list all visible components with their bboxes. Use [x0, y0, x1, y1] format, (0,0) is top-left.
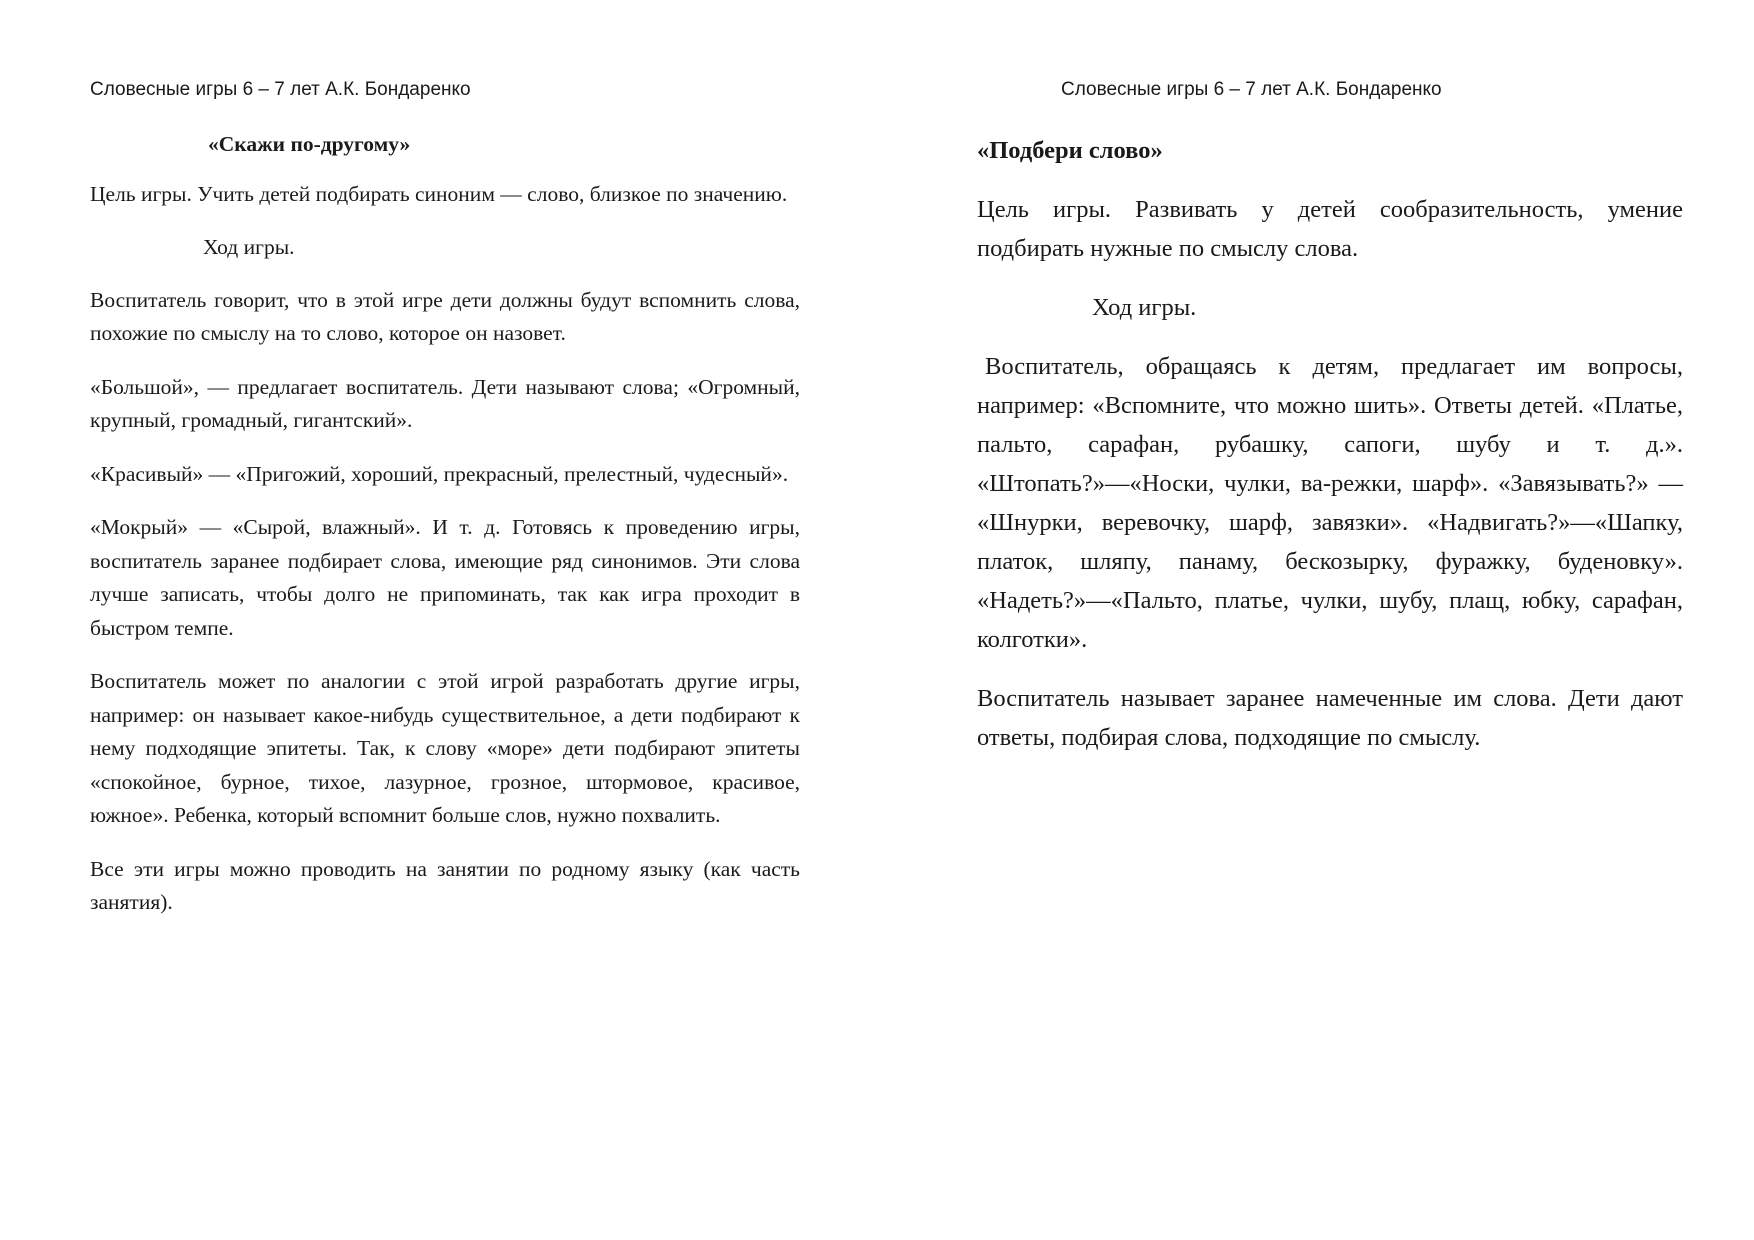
paragraph: «Красивый» — «Пригожий, хороший, прекрасный, прелестный, чудесный». — [90, 461, 789, 486]
running-header: Словесные игры 6 – 7 лет А.К. Бондаренко — [1061, 79, 1442, 100]
paragraph: «Большой», — предлагает воспитатель. Дети называют слова; «Огромный, крупный, громадный, гигантский». — [90, 374, 800, 432]
paragraph: Воспитатель может по аналогии с этой игрой разработать другие игры, например: он называет какое-нибудь существительное, а дети подбирают к нему подходящие эпитеты. Так, к слову «море» дети подбирают эпитеты «спокойное, бурное, тихое, лазурное, грозное, штормовое, красивое, южное». Ребенка, который вспомнит больше слов, нужно похвалить. — [90, 669, 800, 827]
game-title: «Скажи по-другому» — [208, 132, 411, 156]
game-progress-heading: Ход игры. — [203, 235, 295, 259]
paragraph: Все эти игры можно проводить на занятии по родному языку (как часть занятия). — [90, 856, 800, 914]
game-goal: Цель игры. Развивать у детей сообразительность, умение подбирать нужные по смыслу слова. — [977, 196, 1683, 262]
page-content — [977, 131, 1683, 777]
paragraph: Воспитатель говорит, что в этой игре дети должны будут вспомнить слова, похожие по смыслу на то слово, которое он назовет. — [90, 287, 800, 345]
paragraph: Воспитатель называет заранее намеченные им слова. Дети дают ответы, подбирая слова, подходящие по смыслу. — [977, 685, 1683, 751]
page-content — [90, 128, 800, 940]
paragraph: Воспитатель, обращаясь к детям, предлагает им вопросы, например: «Вспомните, что можно шить». Ответы детей. «Платье, пальто, сарафан, рубашку, сапоги, шубу и т. д.». «Штопать?»—«Носки, чулки, ва-режки, шарф». «Завязывать?» — «Шнурки, веревочку, шарф, завязки». «Надвигать?»—«Шапку, платок, шляпу, панаму, бескозырку, фуражку, буденовку». «Надеть?»—«Пальто, платье, чулки, шубу, плащ, юбку, сарафан, колготки». — [977, 353, 1683, 653]
game-goal: Цель игры. Учить детей подбирать синоним — слово, близкое по значению. — [90, 181, 788, 206]
game-progress-heading: Ход игры. — [1092, 294, 1197, 321]
running-header: Словесные игры 6 – 7 лет А.К. Бондаренко — [90, 79, 471, 100]
game-title: «Подбери слово» — [977, 137, 1163, 164]
right-page — [877, 0, 1754, 1240]
paragraph: «Мокрый» — «Сырой, влажный». И т. д. Готовясь к проведению игры, воспитатель заранее подбирает слова, имеющие ряд синонимов. Эти слова лучше записать, чтобы долго не припоминать, так как игра проходит в быстром темпе. — [90, 515, 800, 640]
